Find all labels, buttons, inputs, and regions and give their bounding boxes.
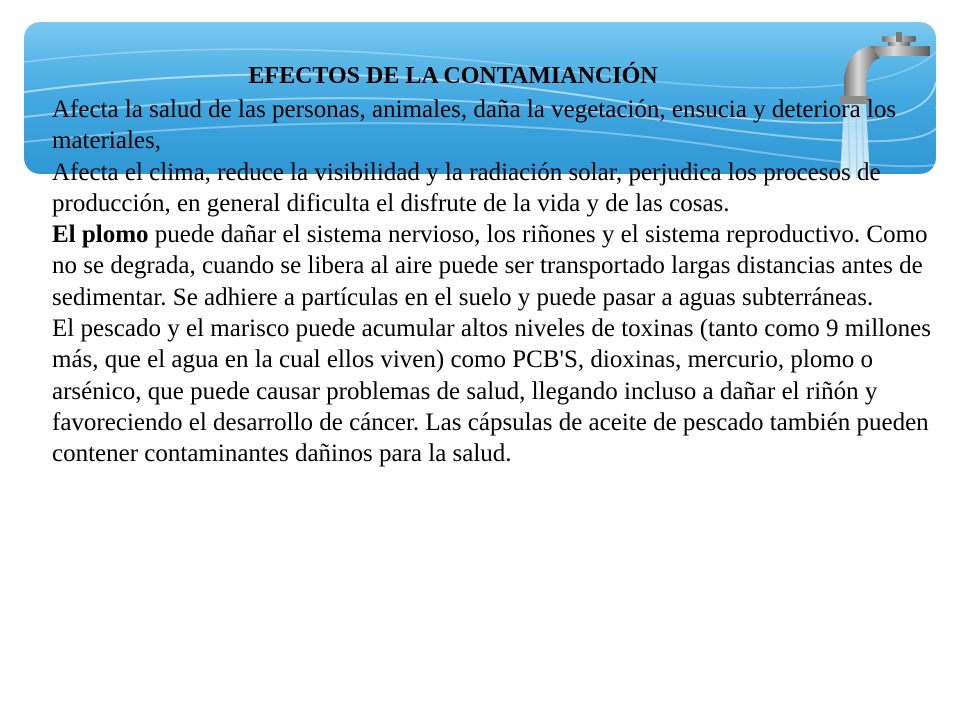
paragraph-lead: [52, 219, 932, 313]
slide-title: EFECTOS DE LA CONTAMIANCIÓN: [248, 63, 658, 89]
paragraph-fish-toxins: El pescado y el marisco puede acumular altos niveles de toxinas (tanto como 9 millones más, que el agua en la cual ellos viven) como PCB'S, dioxinas, mercurio, plomo o arsénico, que puede causar problemas de salud, llegando incluso a dañar el riñón y favoreciendo el desarrollo de cáncer. Las cápsulas de aceite de pescado también pueden contener contaminantes dañinos para la salud.: [52, 315, 931, 468]
paragraph-effects-climate: Afecta el clima, reduce la visibilidad y la radiación solar, perjudica los procesos de producción, en general dificulta el disfrute de la vida y de las cosas.: [52, 158, 881, 217]
lead-description: puede dañar el sistema nervioso, los riñones y el sistema reproductivo. Como no se degrada, cuando se libera al aire puede ser transportado largas distancias antes de sedimentar. Se adhiere a partículas en el suelo y puede pasar a aguas subterráneas.: [52, 221, 928, 311]
slide-content: [52, 58, 932, 470]
lead-term: El plomo: [52, 221, 149, 249]
paragraph-effects-health: Afecta la salud de las personas, animales, daña la vegetación, ensucia y deteriora los materiales,: [52, 96, 897, 155]
